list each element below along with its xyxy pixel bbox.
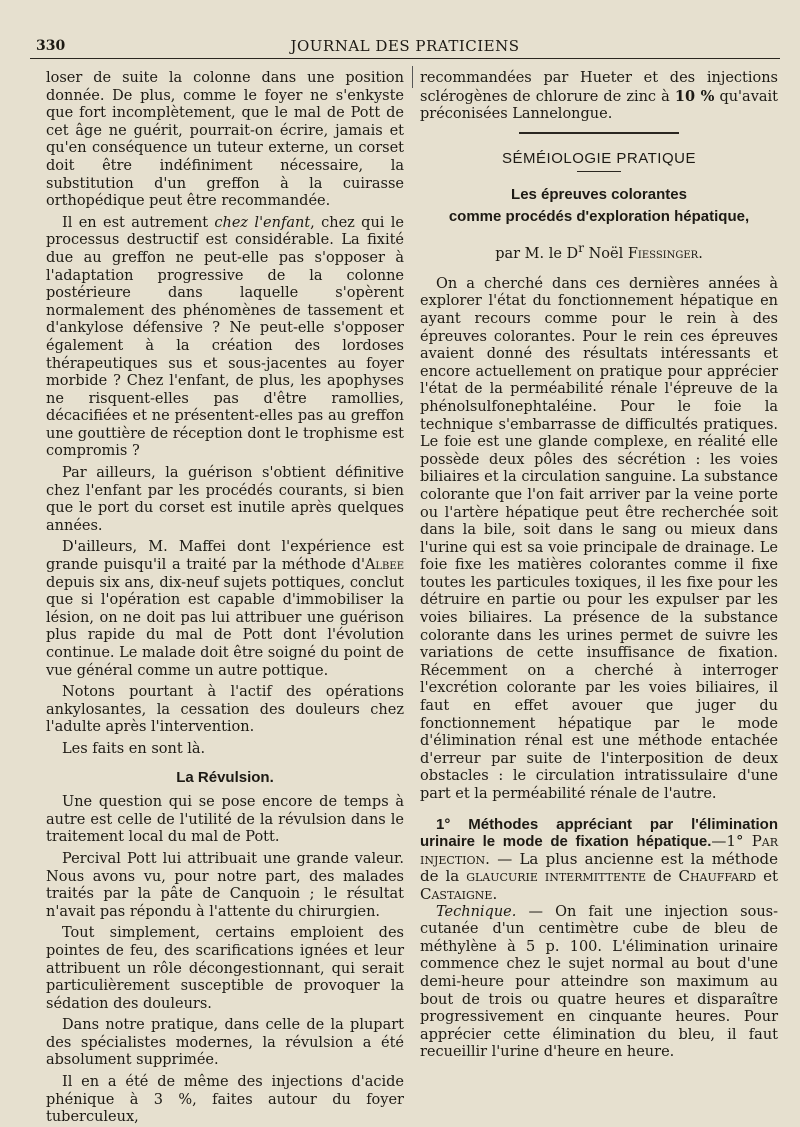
text-run: —1° [711,832,752,851]
author-byline [420,240,778,263]
paragraph: Tout simplement, certains emploient des pointes de feu, des scarifications ignées et leur attribuent un rôle décongestionnant, qui serait particulièrement susceptible de provoquer la sédation des douleurs. [46,925,404,1012]
small-caps-label: Par injection. [420,832,779,868]
text-run: qu'avait préconisées Lannelongue. [420,88,778,123]
paragraph: Une question qui se pose encore de temps à autre est celle de l'utilité de la révulsion dans le traitement local du mal de Pott. [46,794,404,846]
text-run: par M. le D [495,246,579,263]
text-run: — On fait une injection sous-cutanée d'un centimètre cube de bleu de méthylène à 5 p. 100. L'élimination urinaire commence chez le sujet normal au bout d'une demi-heure pour atteindre son maximum au bout de trois ou quatre heures et disparaître progressivement en cinquante heures. Pour apprécier cette élimination du bleu, il faut recueillir l'urine d'heure en heure. [420,903,778,1061]
paragraph: Par ailleurs, la guérison s'obtient définitive chez l'enfant par les procédés courants, si bien que le port du corset est inutile après quelques années. [46,465,404,534]
small-caps-name: Chauffard [678,867,757,886]
paragraph: Dans notre pratique, dans celle de la plupart des spécialistes modernes, la révulsion a été absolument supprimée. [46,1017,404,1069]
text-run: , chez qui le processus destructif est considérable. La fixité due au greffon ne peut-elle pas s'opposer à l'adaptation progressive de la colonne postérieure dans laquelle s'opèrent normalement des phénomènes de tassement et d'ankylose défensive ? Ne peut-elle s'opposer également à la création des lordoses thérapeutiques sus et sous-jacentes au foyer morbide ? Chez l'enfant, de plus, les apophyses ne risquent-elles pas d'être ramollies, décacifiées et ne présentent-elles pas au greffon une gouttière de réception dont le trophisme est compromis ? [46,214,404,460]
text-run: — La plus ancienne est la méthode de la [420,849,778,886]
small-caps-name: Castaigne [420,884,493,903]
small-caps-name: Albee [364,557,404,574]
paragraph: Percival Pott lui attribuait une grande valeur. Nous avons vu, pour notre part, des malades traités par la pâte de Canquoin ; le résultat n'avait pas répondu à l'attente du chirurgien. [46,850,404,920]
running-title: JOURNAL DES PRATICIENS [290,37,520,55]
text-run: . [698,246,703,263]
left-column [46,70,404,1126]
text-run: 1° Méthodes appréciant par l'élimination urinaire le mode de fixation hépatique. [420,815,778,851]
text-run: de [646,867,679,886]
page-header [30,34,780,59]
technique-label: Technique. [436,903,517,920]
right-column [420,70,778,1070]
paragraph [46,539,404,680]
section-divider [519,132,679,134]
article-title-line: comme procédés d'exploration hépatique, [448,208,750,226]
paragraph [420,70,778,124]
subsection-heading [420,816,778,904]
bold-value: 10 % [674,87,715,105]
page-number: 330 [36,38,66,54]
section-heading: La Révulsion. [176,768,274,786]
article-title [420,184,778,228]
paragraph [46,215,404,461]
rubric-underline [577,171,621,172]
emphasis: chez l'enfant [214,214,311,231]
text-run: recommandées par Hueter et des injections sclérogènes de chlorure de zinc à [420,70,778,105]
paragraph: Il en a été de même des injections d'acide phénique à 3 %, faites autour du foyer tuberculeux, [46,1074,404,1126]
text-run: . [492,884,498,903]
author-surname: Fiessinger [627,246,699,263]
text-run: et [756,867,779,886]
rubric-heading: SÉMÉIOLOGIE PRATIQUE [502,149,696,167]
text-run: depuis six ans, dix-neuf sujets pottiques, conclut que si l'opération est capable d'immobiliser la lésion, on ne doit pas lui attribuer une guérison plus rapide du mal de Pott dont l'évolution continue. Le malade doit être soigné du point de vue général comme un autre pottique. [46,574,404,679]
column-rule [412,66,413,88]
paragraph: loser de suite la colonne dans une position donnée. De plus, comme le foyer ne s'enkyste que fort incomplètement, que le mal de Pott de cet âge ne guérit, pourrait-on écrire, jamais et qu'en conséquence un tuteur externe, un corset doit être indéfiniment nécessaire, la substitution d'un greffon à la cuirasse orthopédique peut être recommandée. [46,70,404,210]
paragraph: On a cherché dans ces dernières années à explorer l'état du fonctionnement hépatique en ayant recours comme pour le rein à des épreuves colorantes. Pour le rein ces épreuves avaient donné des résultats intéressants et encore actuellement on pratique pour apprécier l'état de la perméabilité rénale l'épreuve de la phénolsulfonephtaléine. Pour le foie la technique s'embarrasse de difficultés pratiques. Le foie est une glande complexe, en réalité elle possède deux pôles des sécrétion : les voies biliaires et la circulation sanguine. La substance colorante que l'on fait arriver par la veine porte ou l'artère hépatique peut être recherchée soit dans la bile, soit dans le sang ou mieux dans l'urine qui est sa voie principale de drainage. Le foie fixe les matières colorantes comme il fixe toutes les particules toxiques, il les fixe pour les détruire en partie ou pour les expulser par les voies biliaires. La présence de la substance colorante dans les urines permet de suivre les variations de cette insuffisance de fixation. Récemment on a cherché à interroger l'excrétion colorante par les voies biliaires, il faut en effet avouer que juger du fonctionnement hépatique par le mode d'élimination rénal est une méthode entachée d'erreur par suite de l'interposition de deux obstacles : le circulation intratissulaire d'une part et la perméabilité rénale de l'autre. [420,275,778,803]
paragraph: Notons pourtant à l'actif des opérations ankylosantes, la cessation des douleurs chez l'adulte après l'intervention. [46,684,404,736]
small-caps-term: glaucurie intermittente [466,867,646,886]
article-title-line: Les épreuves colorantes [511,186,687,204]
text-run: Il en est autrement [62,214,215,231]
paragraph: Les faits en sont là. [62,740,206,757]
superscript: r [578,241,584,256]
paragraph [420,904,778,1062]
text-run: Noël [583,246,628,263]
text-run: D'ailleurs, M. Maffei dont l'expérience est grande puisqu'il a traité par la méthode d' [46,539,404,574]
